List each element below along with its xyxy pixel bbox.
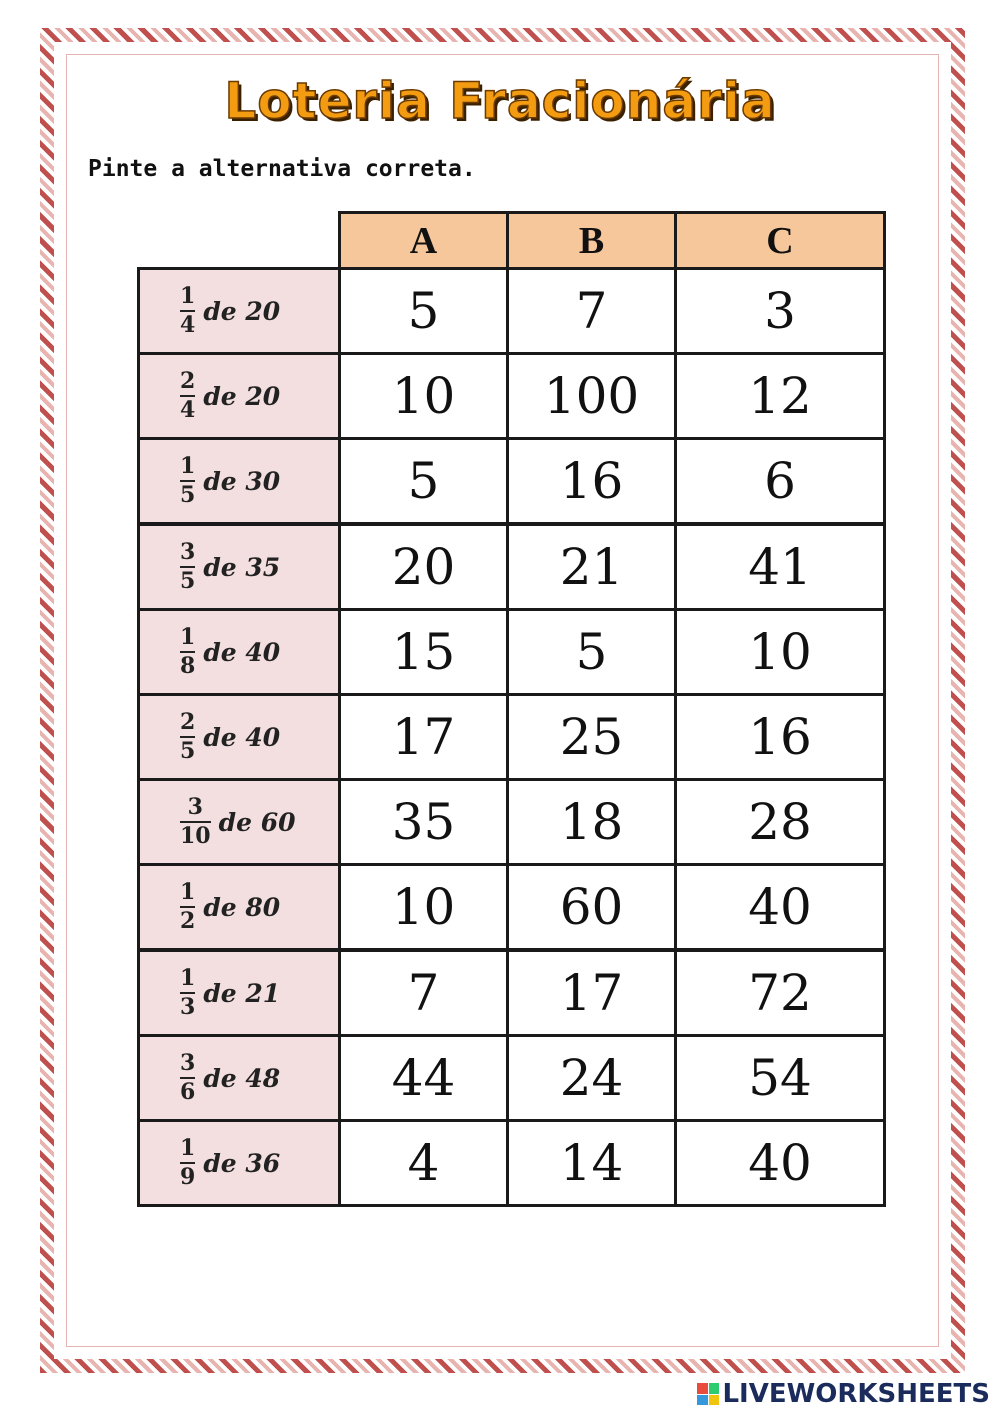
fraction-denominator: 4 xyxy=(180,397,196,423)
answer-option-c[interactable]: 54 xyxy=(674,1034,886,1122)
row-label xyxy=(137,523,341,611)
answer-option-a[interactable]: 5 xyxy=(338,437,509,525)
row-label xyxy=(137,267,341,355)
row-label-text: de 36 xyxy=(203,1148,281,1178)
fraction xyxy=(180,282,196,338)
fraction-denominator: 10 xyxy=(180,823,211,849)
fraction xyxy=(180,367,196,423)
answer-option-b[interactable]: 16 xyxy=(506,437,677,525)
instruction-text: Pinte a alternativa correta. xyxy=(88,156,476,182)
answer-option-b[interactable]: 24 xyxy=(506,1034,677,1122)
logo-mark-icon xyxy=(697,1383,719,1405)
fraction-numerator: 2 xyxy=(180,367,196,394)
answer-option-c[interactable]: 41 xyxy=(674,523,886,611)
fraction-denominator: 9 xyxy=(180,1164,196,1190)
row-label-text: de 80 xyxy=(203,892,281,922)
answer-option-a[interactable]: 17 xyxy=(338,693,509,781)
answer-option-b[interactable]: 18 xyxy=(506,778,677,866)
answer-option-a[interactable]: 7 xyxy=(338,949,509,1037)
answer-option-b[interactable]: 14 xyxy=(506,1119,677,1207)
fraction xyxy=(180,1049,196,1105)
fraction-numerator: 1 xyxy=(180,878,196,905)
fraction-denominator: 2 xyxy=(180,908,196,934)
watermark-text: LIVEWORKSHEETS xyxy=(722,1379,990,1409)
answer-option-c[interactable]: 16 xyxy=(674,693,886,781)
row-label-text: de 21 xyxy=(203,978,281,1008)
row-label-text: de 30 xyxy=(203,466,281,496)
answer-option-b[interactable]: 21 xyxy=(506,523,677,611)
fraction xyxy=(180,1134,196,1190)
fraction-denominator: 5 xyxy=(180,568,196,594)
row-label xyxy=(137,693,341,781)
fraction xyxy=(180,708,196,764)
answer-option-b[interactable]: 7 xyxy=(506,267,677,355)
row-label-text: de 48 xyxy=(203,1063,281,1093)
answer-option-c[interactable]: 28 xyxy=(674,778,886,866)
answer-option-a[interactable]: 4 xyxy=(338,1119,509,1207)
column-header-b: B xyxy=(506,211,677,270)
answer-option-c[interactable]: 3 xyxy=(674,267,886,355)
fraction-denominator: 3 xyxy=(180,994,196,1020)
answer-option-b[interactable]: 100 xyxy=(506,352,677,440)
fraction-numerator: 3 xyxy=(187,793,203,820)
row-label-text: de 40 xyxy=(203,637,281,667)
row-label-text: de 60 xyxy=(218,807,296,837)
fraction-denominator: 5 xyxy=(180,482,196,508)
fraction xyxy=(180,793,211,849)
row-label-text: de 20 xyxy=(203,381,281,411)
answer-option-a[interactable]: 10 xyxy=(338,863,509,951)
answer-option-b[interactable]: 5 xyxy=(506,608,677,696)
fraction-numerator: 1 xyxy=(180,964,196,991)
row-label xyxy=(137,437,341,525)
column-header-a: A xyxy=(338,211,509,270)
answer-option-b[interactable]: 25 xyxy=(506,693,677,781)
fraction-numerator: 3 xyxy=(180,1049,196,1076)
fraction-denominator: 4 xyxy=(180,312,196,338)
answer-option-c[interactable]: 72 xyxy=(674,949,886,1037)
fraction-denominator: 5 xyxy=(180,738,196,764)
row-label xyxy=(137,1119,341,1207)
fraction xyxy=(180,878,196,934)
row-label xyxy=(137,778,341,866)
row-label-text: de 35 xyxy=(203,552,281,582)
answer-option-c[interactable]: 12 xyxy=(674,352,886,440)
page-title: Loteria Fracionária xyxy=(224,72,776,130)
fraction-numerator: 1 xyxy=(180,623,196,650)
answer-option-a[interactable]: 10 xyxy=(338,352,509,440)
answer-option-a[interactable]: 20 xyxy=(338,523,509,611)
answer-option-c[interactable]: 10 xyxy=(674,608,886,696)
row-label xyxy=(137,949,341,1037)
fraction xyxy=(180,452,196,508)
answer-option-b[interactable]: 17 xyxy=(506,949,677,1037)
fraction xyxy=(180,623,196,679)
answer-option-a[interactable]: 5 xyxy=(338,267,509,355)
fraction-numerator: 1 xyxy=(180,282,196,309)
fraction xyxy=(180,964,196,1020)
answer-option-a[interactable]: 44 xyxy=(338,1034,509,1122)
fraction xyxy=(180,538,196,594)
row-label xyxy=(137,863,341,951)
column-header-c: C xyxy=(674,211,886,270)
answer-option-a[interactable]: 15 xyxy=(338,608,509,696)
fraction-denominator: 8 xyxy=(180,653,196,679)
row-label xyxy=(137,352,341,440)
answer-option-b[interactable]: 60 xyxy=(506,863,677,951)
row-label xyxy=(137,608,341,696)
row-label xyxy=(137,1034,341,1122)
answer-option-c[interactable]: 40 xyxy=(674,1119,886,1207)
fraction-numerator: 3 xyxy=(180,538,196,565)
fraction-numerator: 1 xyxy=(180,452,196,479)
row-label-text: de 20 xyxy=(203,296,281,326)
fraction-denominator: 6 xyxy=(180,1079,196,1105)
liveworksheets-logo xyxy=(697,1378,990,1410)
row-label-text: de 40 xyxy=(203,722,281,752)
answer-option-a[interactable]: 35 xyxy=(338,778,509,866)
fraction-numerator: 1 xyxy=(180,1134,196,1161)
fraction-numerator: 2 xyxy=(180,708,196,735)
answer-option-c[interactable]: 6 xyxy=(674,437,886,525)
answer-option-c[interactable]: 40 xyxy=(674,863,886,951)
